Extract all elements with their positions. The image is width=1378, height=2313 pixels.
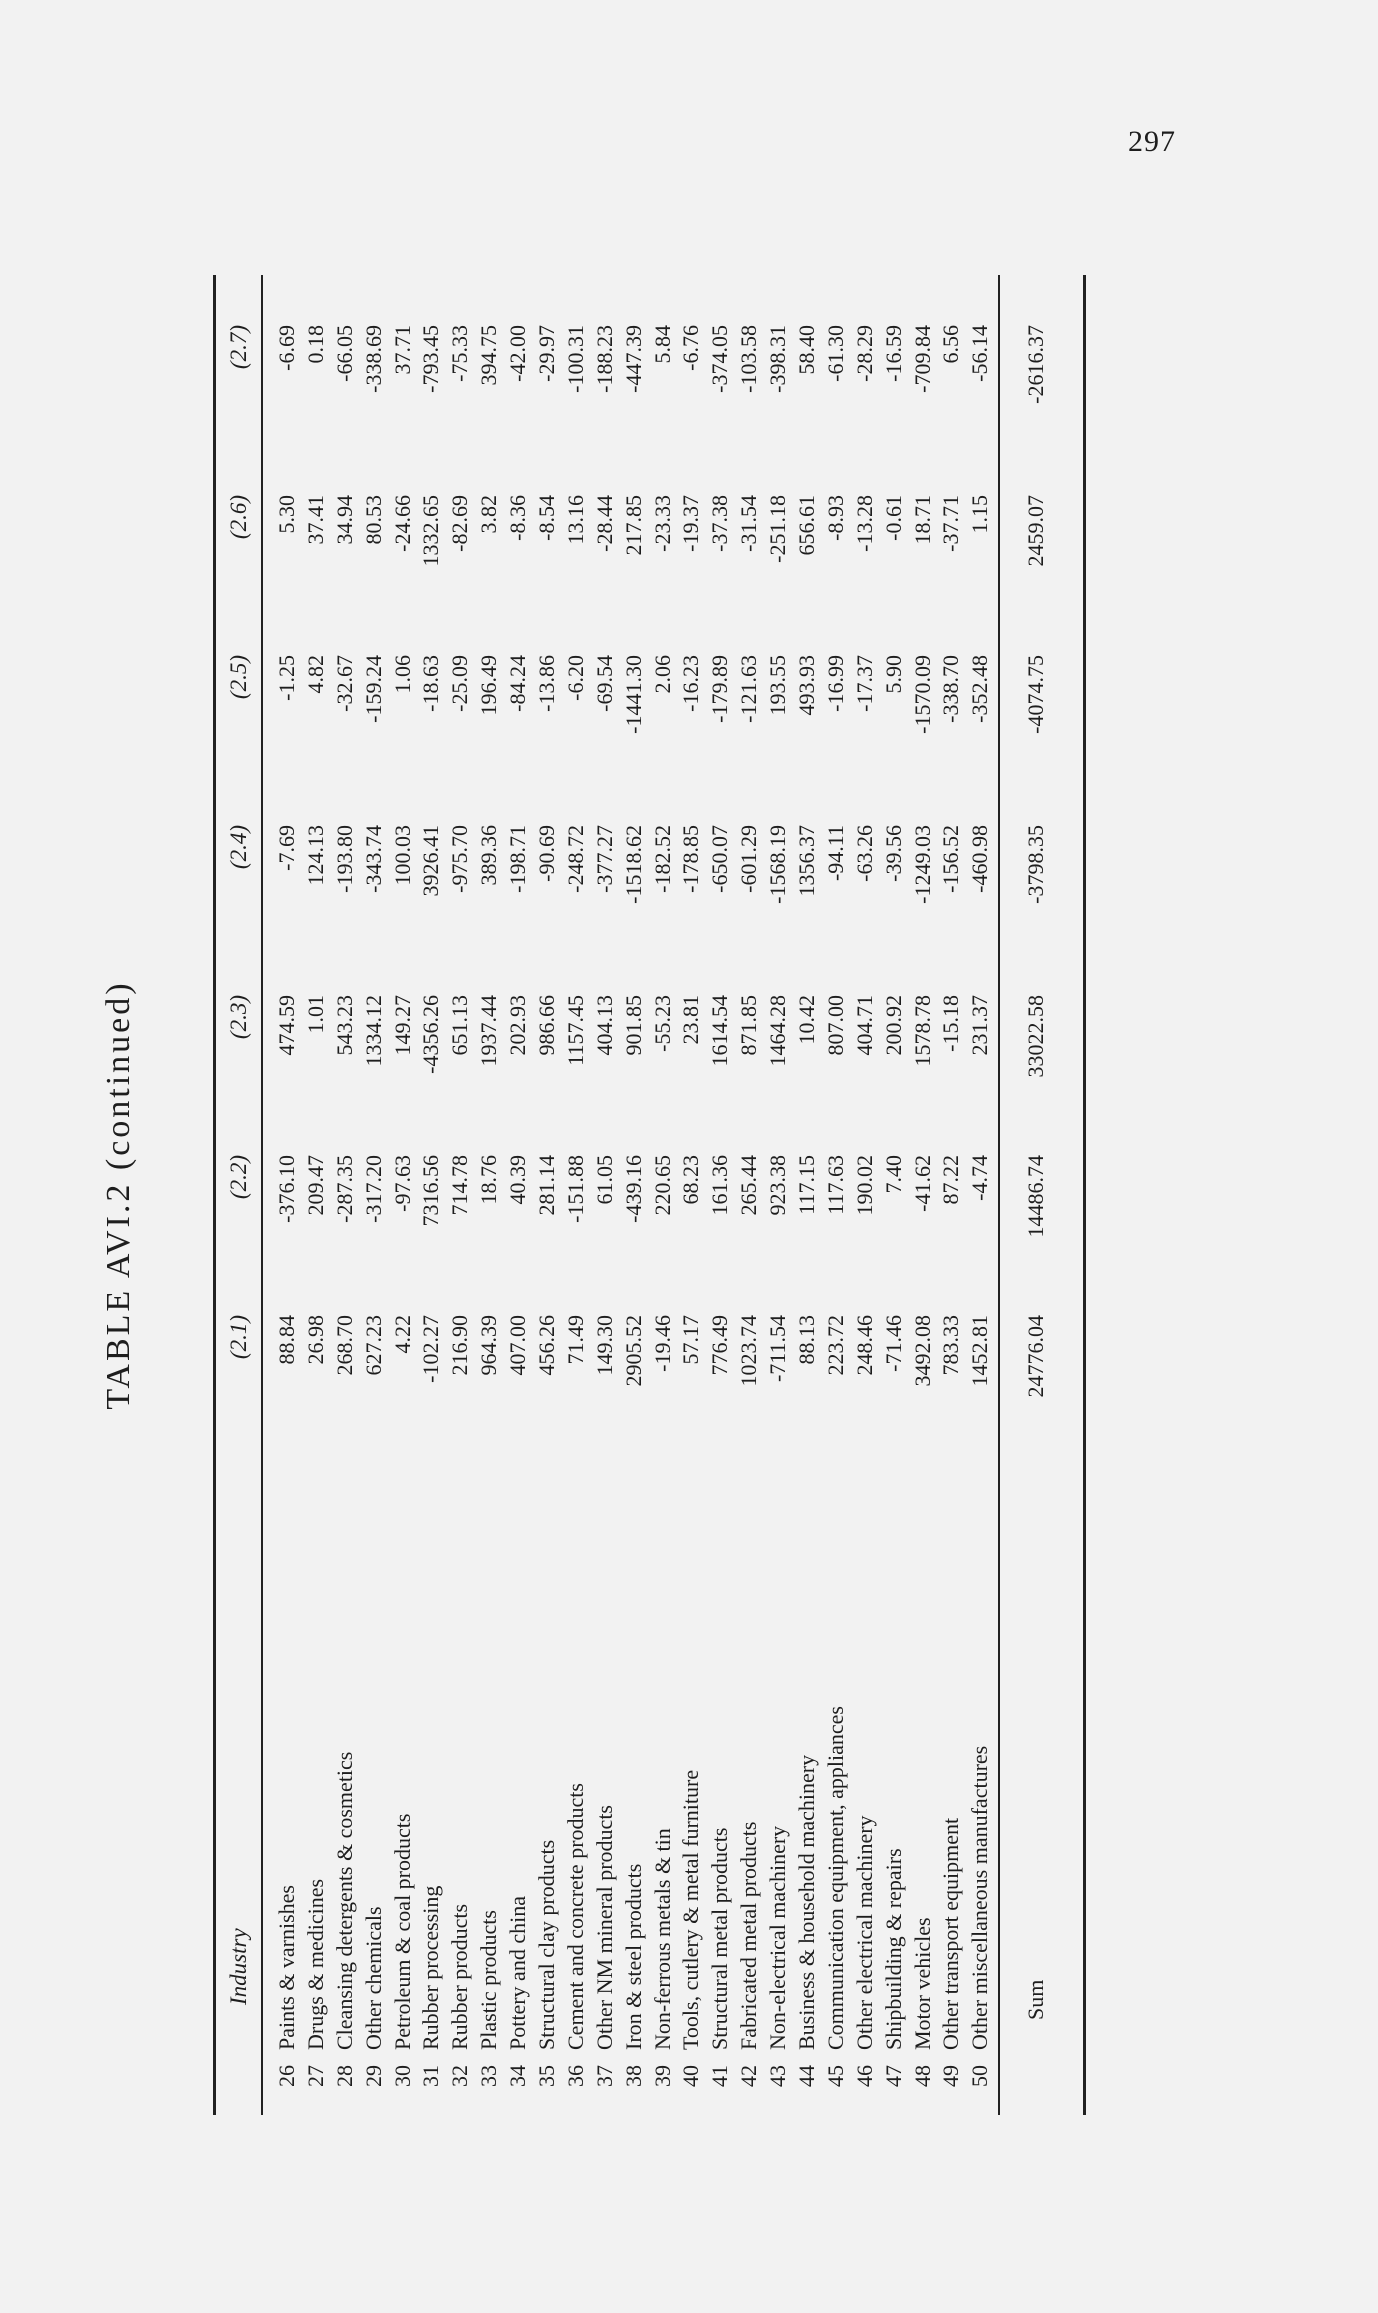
industry-name: Non-ferrous metals & tin [649, 1828, 675, 2050]
value-cell: -31.54 [736, 495, 762, 552]
value-cell: -84.24 [505, 655, 531, 712]
value-cell: 4.82 [302, 655, 328, 694]
value-cell: 34.94 [331, 495, 357, 545]
value-cell: -151.88 [562, 1155, 588, 1223]
industry-name: Motor vehicles [909, 1917, 935, 2050]
value-cell: 248.46 [851, 1315, 877, 1376]
value-cell: -1.25 [274, 655, 299, 701]
table-body [273, 195, 995, 2195]
value-cell: -460.98 [967, 825, 993, 893]
value-cell: 783.33 [938, 1315, 964, 1376]
value-cell: 1356.37 [794, 825, 820, 897]
row-number: 40 [678, 2065, 704, 2087]
industry-name: Shipbuilding & repairs [880, 1848, 906, 2050]
value-cell: -56.14 [967, 325, 993, 382]
table-title: TABLE AVI.2 (continued) [100, 980, 137, 1410]
sum-row [1020, 195, 1052, 2195]
value-cell: -13.86 [534, 655, 560, 712]
value-cell: -41.62 [909, 1155, 935, 1212]
value-cell: -37.38 [707, 495, 733, 552]
value-cell: -439.16 [620, 1155, 646, 1223]
value-cell: 161.36 [707, 1155, 733, 1216]
row-number: 39 [649, 2065, 675, 2087]
value-cell: 901.85 [620, 995, 646, 1056]
value-cell: -19.37 [678, 495, 704, 552]
value-cell: -601.29 [736, 825, 762, 893]
value-cell: 1157.45 [562, 995, 588, 1066]
value-cell: 964.39 [476, 1315, 502, 1376]
industry-name: Other chemicals [360, 1906, 386, 2050]
column-header-industry: Industry [226, 1928, 251, 2005]
header-rule [261, 275, 263, 2115]
value-cell: -287.35 [331, 1155, 357, 1223]
value-cell: 1334.12 [360, 995, 386, 1067]
row-number: 44 [794, 2065, 820, 2087]
column-header-3: (2.3) [226, 995, 251, 1040]
value-cell: 1.15 [967, 495, 993, 534]
value-cell: 18.76 [476, 1155, 502, 1205]
value-cell: 88.84 [274, 1315, 299, 1365]
value-cell: 80.53 [360, 495, 386, 545]
table-row [389, 195, 418, 2195]
value-cell: -709.84 [909, 325, 935, 393]
table-row [937, 195, 966, 2195]
value-cell: 394.75 [476, 325, 502, 386]
value-cell: -4356.26 [418, 995, 444, 1074]
value-cell: -121.63 [736, 655, 762, 723]
value-cell: -42.00 [505, 325, 531, 382]
industry-name: Structural clay products [534, 1839, 560, 2050]
table-row [880, 195, 909, 2195]
sum-value: -2616.37 [1023, 325, 1048, 404]
value-cell: -102.27 [418, 1315, 444, 1383]
value-cell: 220.65 [649, 1155, 675, 1216]
row-number: 42 [736, 2065, 762, 2087]
row-number: 41 [707, 2065, 733, 2087]
value-cell: -19.46 [649, 1315, 675, 1372]
value-cell: 268.70 [331, 1315, 357, 1376]
value-cell: -7.69 [274, 825, 299, 871]
value-cell: 10.42 [794, 995, 820, 1045]
value-cell: -63.26 [851, 825, 877, 882]
value-cell: 88.13 [794, 1315, 820, 1365]
value-cell: 265.44 [736, 1155, 762, 1216]
value-cell: -28.29 [851, 325, 877, 382]
value-cell: -248.72 [562, 825, 588, 893]
value-cell: -343.74 [360, 825, 386, 893]
table-row [735, 195, 764, 2195]
industry-name: Pottery and china [505, 1896, 531, 2050]
table-top-rule [213, 275, 216, 2115]
column-header-4: (2.4) [226, 825, 251, 870]
value-cell: 3.82 [476, 495, 502, 534]
value-cell: 61.05 [591, 1155, 617, 1205]
row-number: 47 [880, 2065, 906, 2087]
row-number: 29 [360, 2065, 386, 2087]
value-cell: -1518.62 [620, 825, 646, 904]
row-number: 45 [822, 2065, 848, 2087]
industry-name: Plastic products [476, 1910, 502, 2050]
row-number: 26 [274, 2065, 299, 2087]
value-cell: -156.52 [938, 825, 964, 893]
industry-name: Other miscellaneous manufactures [967, 1745, 993, 2050]
value-cell: -90.69 [534, 825, 560, 882]
row-number: 43 [765, 2065, 791, 2087]
value-cell: 6.56 [938, 325, 964, 364]
column-header-1: (2.1) [226, 1315, 251, 1360]
value-cell: 26.98 [302, 1315, 328, 1365]
value-cell: 1464.28 [765, 995, 791, 1067]
value-cell: 2.06 [649, 655, 675, 694]
industry-name: Petroleum & coal products [389, 1813, 415, 2050]
value-cell: -1441.30 [620, 655, 646, 734]
value-cell: 37.41 [302, 495, 328, 545]
value-cell: -23.33 [649, 495, 675, 552]
table-row [417, 195, 446, 2195]
value-cell: 37.71 [389, 325, 415, 375]
table-row [620, 195, 649, 2195]
table-row [649, 195, 678, 2195]
value-cell: -317.20 [360, 1155, 386, 1223]
value-cell: -75.33 [447, 325, 473, 382]
value-cell: -13.28 [851, 495, 877, 552]
value-cell: 4.22 [389, 1315, 415, 1354]
value-cell: -377.27 [591, 825, 617, 893]
industry-name: Fabricated metal products [736, 1821, 762, 2050]
value-cell: 58.40 [794, 325, 820, 375]
value-cell: -18.63 [418, 655, 444, 712]
industry-name: Rubber processing [418, 1885, 444, 2050]
value-cell: 1023.74 [736, 1315, 762, 1387]
value-cell: -352.48 [967, 655, 993, 723]
value-cell: 776.49 [707, 1315, 733, 1376]
row-number: 48 [909, 2065, 935, 2087]
industry-name: Other transport equipment [938, 1817, 964, 2050]
value-cell: -178.85 [678, 825, 704, 893]
table-row [851, 195, 880, 2195]
value-cell: 149.27 [389, 995, 415, 1056]
value-cell: -159.24 [360, 655, 386, 723]
value-cell: -8.54 [534, 495, 560, 541]
industry-name: Cleansing detergents & cosmetics [331, 1751, 357, 2050]
value-cell: 209.47 [302, 1155, 328, 1216]
value-cell: 57.17 [678, 1315, 704, 1365]
value-cell: 202.93 [505, 995, 531, 1056]
value-cell: -398.31 [765, 325, 791, 393]
industry-name: Tools, cutlery & metal furniture [678, 1769, 704, 2050]
row-number: 46 [851, 2065, 877, 2087]
value-cell: -6.20 [562, 655, 588, 701]
value-cell: -8.36 [505, 495, 531, 541]
value-cell: 200.92 [880, 995, 906, 1056]
table-row [764, 195, 793, 2195]
table-row [446, 195, 475, 2195]
value-cell: 190.02 [851, 1155, 877, 1216]
row-number: 34 [505, 2065, 531, 2087]
value-cell: 1578.78 [909, 995, 935, 1067]
value-cell: -66.05 [331, 325, 357, 382]
column-header-2: (2.2) [226, 1155, 251, 1200]
value-cell: 1614.54 [707, 995, 733, 1067]
value-cell: 807.00 [822, 995, 848, 1056]
value-cell: -71.46 [880, 1315, 906, 1372]
table-row [677, 195, 706, 2195]
value-cell: -15.18 [938, 995, 964, 1052]
value-cell: -338.70 [938, 655, 964, 723]
value-cell: -94.11 [822, 825, 848, 882]
value-cell: 543.23 [331, 995, 357, 1056]
value-cell: -82.69 [447, 495, 473, 552]
value-cell: -793.45 [418, 325, 444, 393]
sum-value: -4074.75 [1023, 655, 1048, 734]
table-row [475, 195, 504, 2195]
sum-label: Sum [1023, 1979, 1048, 2020]
value-cell: -61.30 [822, 325, 848, 382]
value-cell: 0.18 [302, 325, 328, 364]
value-cell: 5.30 [274, 495, 299, 534]
value-cell: 23.81 [678, 995, 704, 1045]
value-cell: -251.18 [765, 495, 791, 563]
value-cell: -55.23 [649, 995, 675, 1052]
value-cell: -24.66 [389, 495, 415, 552]
industry-name: Rubber products [447, 1903, 473, 2050]
value-cell: 196.49 [476, 655, 502, 716]
value-cell: 651.13 [447, 995, 473, 1056]
value-cell: 18.71 [909, 495, 935, 545]
value-cell: -179.89 [707, 655, 733, 723]
value-cell: 87.22 [938, 1155, 964, 1205]
sum-value: 33022.58 [1023, 995, 1048, 1078]
value-cell: -650.07 [707, 825, 733, 893]
row-number: 28 [331, 2065, 357, 2087]
value-cell: 117.63 [822, 1155, 848, 1215]
value-cell: 871.85 [736, 995, 762, 1056]
value-cell: 404.13 [591, 995, 617, 1056]
value-cell: 986.66 [534, 995, 560, 1056]
table-row [909, 195, 938, 2195]
value-cell: 2905.52 [620, 1315, 646, 1387]
sum-value: -3798.35 [1023, 825, 1048, 904]
value-cell: 714.78 [447, 1155, 473, 1216]
value-cell: 493.93 [794, 655, 820, 716]
row-number: 32 [447, 2065, 473, 2087]
value-cell: -193.80 [331, 825, 357, 893]
value-cell: -16.59 [880, 325, 906, 382]
value-cell: -6.76 [678, 325, 704, 371]
value-cell: 100.03 [389, 825, 415, 886]
row-number: 38 [620, 2065, 646, 2087]
value-cell: -69.54 [591, 655, 617, 712]
value-cell: -8.93 [822, 495, 848, 541]
value-cell: 217.85 [620, 495, 646, 556]
value-cell: 5.90 [880, 655, 906, 694]
row-number: 49 [938, 2065, 964, 2087]
row-number: 35 [534, 2065, 560, 2087]
value-cell: 656.61 [794, 495, 820, 556]
value-cell: -338.69 [360, 325, 386, 393]
value-cell: -4.74 [967, 1155, 993, 1201]
value-cell: -6.69 [274, 325, 299, 371]
value-cell: 474.59 [274, 995, 299, 1056]
industry-name: Other NM mineral products [591, 1805, 617, 2050]
column-header-5: (2.5) [226, 655, 251, 700]
value-cell: 389.36 [476, 825, 502, 886]
table-row [504, 195, 533, 2195]
value-cell: 627.23 [360, 1315, 386, 1376]
value-cell: -103.58 [736, 325, 762, 393]
sum-value: 2459.07 [1023, 495, 1048, 567]
table-row [591, 195, 620, 2195]
industry-name: Paints & varnishes [274, 1885, 299, 2050]
value-cell: 223.72 [822, 1315, 848, 1376]
industry-name: Other electrical machinery [851, 1815, 877, 2050]
row-number: 36 [562, 2065, 588, 2087]
value-cell: 456.26 [534, 1315, 560, 1376]
value-cell: 216.90 [447, 1315, 473, 1376]
value-cell: 281.14 [534, 1155, 560, 1216]
table-row [331, 195, 360, 2195]
row-number: 27 [302, 2065, 328, 2087]
value-cell: 13.16 [562, 495, 588, 545]
row-number: 37 [591, 2065, 617, 2087]
row-number: 33 [476, 2065, 502, 2087]
table-row [793, 195, 822, 2195]
value-cell: -100.31 [562, 325, 588, 393]
value-cell: -37.71 [938, 495, 964, 552]
value-cell: -188.23 [591, 325, 617, 393]
value-cell: 1.01 [302, 995, 328, 1034]
industry-name: Business & household machinery [794, 1754, 820, 2050]
table-row [966, 195, 995, 2195]
value-cell: -198.71 [505, 825, 531, 893]
value-cell: 124.13 [302, 825, 328, 886]
table-row [562, 195, 591, 2195]
value-cell: 5.84 [649, 325, 675, 364]
value-cell: -0.61 [880, 495, 906, 541]
value-cell: 923.38 [765, 1155, 791, 1216]
table-row [302, 195, 331, 2195]
industry-name: Iron & steel products [620, 1863, 646, 2050]
value-cell: -182.52 [649, 825, 675, 893]
value-cell: -376.10 [274, 1155, 299, 1223]
value-cell: 404.71 [851, 995, 877, 1056]
value-cell: 40.39 [505, 1155, 531, 1205]
value-cell: -1249.03 [909, 825, 935, 904]
value-cell: -1570.09 [909, 655, 935, 734]
table-row [706, 195, 735, 2195]
value-cell: 231.37 [967, 995, 993, 1056]
table-row [360, 195, 389, 2195]
value-cell: 68.23 [678, 1155, 704, 1205]
industry-name: Non-electrical machinery [765, 1825, 791, 2050]
table-row [822, 195, 851, 2195]
value-cell: -16.23 [678, 655, 704, 712]
industry-name: Cement and concrete products [562, 1783, 588, 2050]
data-table [95, 195, 1095, 2195]
value-cell: -28.44 [591, 495, 617, 552]
value-cell: 1.06 [389, 655, 415, 694]
value-cell: 1332.65 [418, 495, 444, 567]
table-row [273, 195, 302, 2195]
value-cell: -975.70 [447, 825, 473, 893]
industry-name: Communication equipment, appliances [822, 1706, 848, 2050]
page-number: 297 [1128, 125, 1176, 158]
row-number: 30 [389, 2065, 415, 2087]
value-cell: -39.56 [880, 825, 906, 882]
value-cell: 3492.08 [909, 1315, 935, 1387]
table-row [533, 195, 562, 2195]
sum-value: 14486.74 [1023, 1155, 1048, 1238]
industry-name: Drugs & medicines [302, 1878, 328, 2050]
value-cell: 149.30 [591, 1315, 617, 1376]
column-header-6: (2.6) [226, 495, 251, 540]
value-cell: 407.00 [505, 1315, 531, 1376]
value-cell: -1568.19 [765, 825, 791, 904]
value-cell: -29.97 [534, 325, 560, 382]
row-number: 31 [418, 2065, 444, 2087]
value-cell: -447.39 [620, 325, 646, 393]
value-cell: 1937.44 [476, 995, 502, 1067]
table-bottom-rule [1083, 275, 1086, 2115]
value-cell: -17.37 [851, 655, 877, 712]
value-cell: 7.40 [880, 1155, 906, 1194]
value-cell: -97.63 [389, 1155, 415, 1212]
value-cell: 71.49 [562, 1315, 588, 1365]
value-cell: -32.67 [331, 655, 357, 712]
row-number: 50 [967, 2065, 993, 2087]
value-cell: -711.54 [765, 1315, 791, 1383]
value-cell: -374.05 [707, 325, 733, 393]
value-cell: 3926.41 [418, 825, 444, 897]
column-header-7: (2.7) [226, 325, 251, 370]
value-cell: 1452.81 [967, 1315, 993, 1387]
value-cell: -25.09 [447, 655, 473, 712]
value-cell: -16.99 [822, 655, 848, 712]
sum-value: 24776.04 [1023, 1315, 1048, 1398]
industry-name: Structural metal products [707, 1827, 733, 2050]
value-cell: 7316.56 [418, 1155, 444, 1227]
value-cell: 193.55 [765, 655, 791, 716]
value-cell: 117.15 [794, 1155, 820, 1215]
sum-rule [998, 275, 1000, 2115]
